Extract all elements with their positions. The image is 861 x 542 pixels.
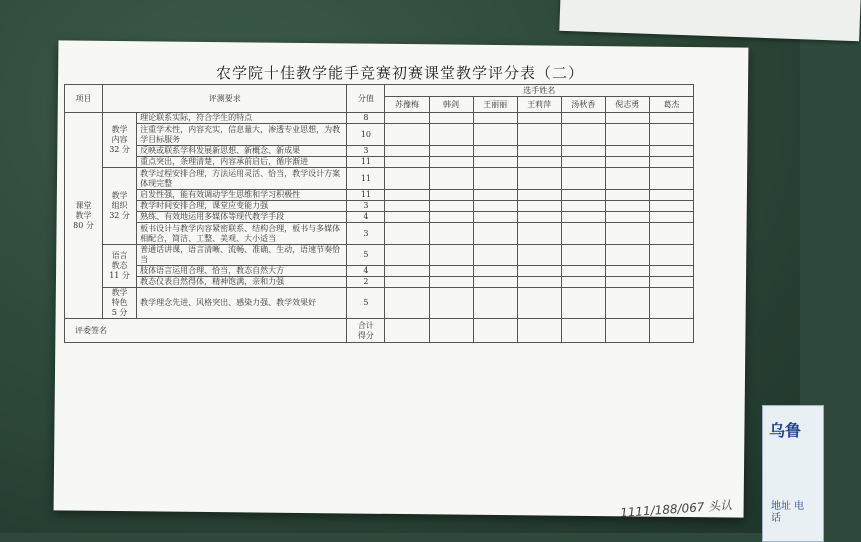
score-value: 5 (347, 245, 385, 266)
table-row (65, 288, 694, 319)
score-input-cell[interactable] (517, 168, 561, 190)
notice-card-subtext: 地址 电话 (771, 501, 805, 524)
score-input-cell[interactable] (385, 146, 429, 157)
score-input-cell[interactable] (561, 201, 605, 212)
score-input-cell[interactable] (473, 146, 517, 157)
score-input-cell[interactable] (649, 212, 693, 223)
score-input-cell[interactable] (429, 113, 473, 124)
score-input-cell[interactable] (385, 245, 429, 266)
requirement-text: 板书设计与教学内容紧密联系、结构合理，板书与多媒体相配合，简洁、工整、美观、大小适当 (137, 223, 347, 245)
score-input-cell[interactable] (605, 277, 649, 288)
score-input-cell[interactable] (605, 190, 649, 201)
requirement-text: 教态仪表自然得体，精神饱满，亲和力强 (137, 277, 347, 288)
requirement-text: 教学时间安排合理，课堂应变能力强 (137, 201, 347, 212)
table-row (65, 157, 694, 168)
total-score-cell[interactable] (429, 319, 473, 343)
score-input-cell[interactable] (473, 201, 517, 212)
score-input-cell[interactable] (517, 157, 561, 168)
score-input-cell[interactable] (473, 288, 517, 319)
score-input-cell[interactable] (473, 124, 517, 146)
score-input-cell[interactable] (561, 223, 605, 245)
score-input-cell[interactable] (605, 212, 649, 223)
score-value: 5 (347, 288, 385, 319)
document-title: 农学院十佳教学能手竞赛初赛课堂教学评分表（二） (215, 64, 584, 82)
score-input-cell[interactable] (429, 288, 473, 319)
category-label: 课堂 教学 80 分 (65, 113, 103, 319)
score-input-cell[interactable] (429, 223, 473, 245)
header-requirement: 评测要求 (103, 85, 347, 113)
total-score-cell[interactable] (605, 319, 649, 343)
score-input-cell[interactable] (605, 223, 649, 245)
footer-row (65, 319, 694, 343)
requirement-text: 肢体语言运用合理、恰当，教态自然大方 (137, 266, 347, 277)
table-row (65, 277, 694, 288)
score-input-cell[interactable] (473, 190, 517, 201)
score-input-cell[interactable] (517, 277, 561, 288)
requirement-text: 熟练、有效地运用多媒体等现代教学手段 (137, 212, 347, 223)
score-input-cell[interactable] (385, 223, 429, 245)
table-row (65, 201, 694, 212)
notice-card-title: 乌鲁 (769, 421, 802, 440)
requirement-text: 重点突出，条理清楚，内容承前启后，循序渐进 (137, 157, 347, 168)
score-input-cell[interactable] (649, 245, 693, 266)
score-input-cell[interactable] (561, 124, 605, 146)
requirement-text: 普通话讲课，语言清晰、流畅、准确、生动，语速节奏恰当 (137, 245, 347, 266)
score-input-cell[interactable] (605, 288, 649, 319)
score-input-cell[interactable] (429, 245, 473, 266)
header-contestants: 选手姓名 (385, 85, 694, 97)
score-input-cell[interactable] (517, 266, 561, 277)
score-input-cell[interactable] (385, 212, 429, 223)
score-input-cell[interactable] (473, 245, 517, 266)
score-input-cell[interactable] (605, 157, 649, 168)
score-input-cell[interactable] (649, 277, 693, 288)
total-score-cell[interactable] (649, 319, 693, 343)
score-input-cell[interactable] (429, 157, 473, 168)
handwritten-note: 1111/188/067 头认 (619, 498, 733, 520)
score-input-cell[interactable] (649, 124, 693, 146)
requirement-text: 注重学术性，内容充实，信息量大，渗透专业思想，为教学目标服务 (137, 124, 347, 146)
requirement-text: 教学理念先进、风格突出、感染力强、教学效果好 (137, 288, 347, 319)
score-value: 3 (347, 223, 385, 245)
score-input-cell[interactable] (561, 288, 605, 319)
total-score-cell[interactable] (561, 319, 605, 343)
score-input-cell[interactable] (605, 245, 649, 266)
requirement-text: 教学过程安排合理，方法运用灵活、恰当，教学设计方案体现完整 (137, 168, 347, 190)
contestant-name: 韩剑 (429, 97, 473, 113)
score-input-cell[interactable] (429, 212, 473, 223)
score-input-cell[interactable] (561, 157, 605, 168)
score-value: 4 (347, 266, 385, 277)
header-score: 分值 (347, 85, 385, 113)
score-input-cell[interactable] (649, 168, 693, 190)
total-score-cell[interactable] (473, 319, 517, 343)
table-row (65, 124, 694, 146)
score-input-cell[interactable] (517, 288, 561, 319)
requirement-text: 启发性强，能有效调动学生思维和学习积极性 (137, 190, 347, 201)
contestant-name: 汤秋香 (561, 97, 605, 113)
score-input-cell[interactable] (605, 168, 649, 190)
score-input-cell[interactable] (605, 201, 649, 212)
score-value: 11 (347, 157, 385, 168)
score-input-cell[interactable] (561, 146, 605, 157)
score-input-cell[interactable] (429, 201, 473, 212)
score-input-cell[interactable] (561, 245, 605, 266)
group-label: 教学 内容 32 分 (103, 113, 137, 168)
total-score-label: 合计 得分 (347, 319, 385, 343)
score-value: 3 (347, 201, 385, 212)
score-input-cell[interactable] (649, 190, 693, 201)
score-input-cell[interactable] (561, 277, 605, 288)
score-input-cell[interactable] (649, 157, 693, 168)
score-input-cell[interactable] (473, 157, 517, 168)
score-input-cell[interactable] (473, 223, 517, 245)
score-input-cell[interactable] (649, 266, 693, 277)
score-input-cell[interactable] (649, 146, 693, 157)
score-input-cell[interactable] (429, 266, 473, 277)
score-input-cell[interactable] (605, 146, 649, 157)
score-input-cell[interactable] (517, 113, 561, 124)
score-value: 2 (347, 277, 385, 288)
score-input-cell[interactable] (429, 190, 473, 201)
score-input-cell[interactable] (517, 245, 561, 266)
table-row (65, 168, 694, 190)
score-input-cell[interactable] (385, 277, 429, 288)
score-input-cell[interactable] (385, 157, 429, 168)
score-input-cell[interactable] (517, 190, 561, 201)
score-input-cell[interactable] (649, 288, 693, 319)
score-value: 8 (347, 113, 385, 124)
score-input-cell[interactable] (517, 146, 561, 157)
score-value: 11 (347, 168, 385, 190)
contestant-name: 葛杰 (649, 97, 693, 113)
score-input-cell[interactable] (473, 168, 517, 190)
score-input-cell[interactable] (429, 277, 473, 288)
score-input-cell[interactable] (561, 266, 605, 277)
score-input-cell[interactable] (517, 201, 561, 212)
score-input-cell[interactable] (605, 266, 649, 277)
table-row (65, 266, 694, 277)
contestant-name: 王莉萍 (517, 97, 561, 113)
score-input-cell[interactable] (473, 266, 517, 277)
score-input-cell[interactable] (649, 201, 693, 212)
group-label: 教学 组织 32 分 (103, 168, 137, 245)
judge-signature-label: 评委签名 (65, 319, 347, 343)
score-input-cell[interactable] (429, 168, 473, 190)
score-input-cell[interactable] (385, 190, 429, 201)
table-row (65, 146, 694, 157)
score-table (64, 84, 694, 343)
score-input-cell[interactable] (561, 113, 605, 124)
table-row (65, 190, 694, 201)
score-input-cell[interactable] (649, 113, 693, 124)
contestant-name: 倪志勇 (605, 97, 649, 113)
score-input-cell[interactable] (517, 212, 561, 223)
table-row (65, 113, 694, 124)
requirement-text: 理论联系实际，符合学生的特点 (137, 113, 347, 124)
score-input-cell[interactable] (517, 124, 561, 146)
score-input-cell[interactable] (561, 212, 605, 223)
score-input-cell[interactable] (385, 266, 429, 277)
score-input-cell[interactable] (473, 113, 517, 124)
header-item: 项目 (65, 85, 103, 113)
group-label: 语言 教态 11 分 (103, 245, 137, 288)
score-value: 4 (347, 212, 385, 223)
group-label: 教学 特色 5 分 (103, 288, 137, 319)
score-input-cell[interactable] (385, 201, 429, 212)
score-input-cell[interactable] (561, 168, 605, 190)
score-input-cell[interactable] (517, 223, 561, 245)
score-input-cell[interactable] (429, 124, 473, 146)
score-input-cell[interactable] (429, 146, 473, 157)
score-input-cell[interactable] (385, 288, 429, 319)
score-input-cell[interactable] (473, 212, 517, 223)
score-input-cell[interactable] (605, 113, 649, 124)
score-input-cell[interactable] (605, 124, 649, 146)
table-row (65, 223, 694, 245)
score-input-cell[interactable] (385, 124, 429, 146)
contestant-name: 苏豫梅 (385, 97, 429, 113)
score-input-cell[interactable] (473, 277, 517, 288)
notice-card (762, 405, 824, 542)
score-input-cell[interactable] (385, 168, 429, 190)
score-value: 3 (347, 146, 385, 157)
score-value: 10 (347, 124, 385, 146)
table-row (65, 245, 694, 266)
table-row (65, 212, 694, 223)
requirement-text: 反映或联系学科发展新思想、新概念、新成果 (137, 146, 347, 157)
score-value: 11 (347, 190, 385, 201)
score-input-cell[interactable] (385, 113, 429, 124)
contestant-name: 王丽丽 (473, 97, 517, 113)
total-score-cell[interactable] (385, 319, 429, 343)
total-score-cell[interactable] (517, 319, 561, 343)
score-input-cell[interactable] (561, 190, 605, 201)
score-input-cell[interactable] (649, 223, 693, 245)
